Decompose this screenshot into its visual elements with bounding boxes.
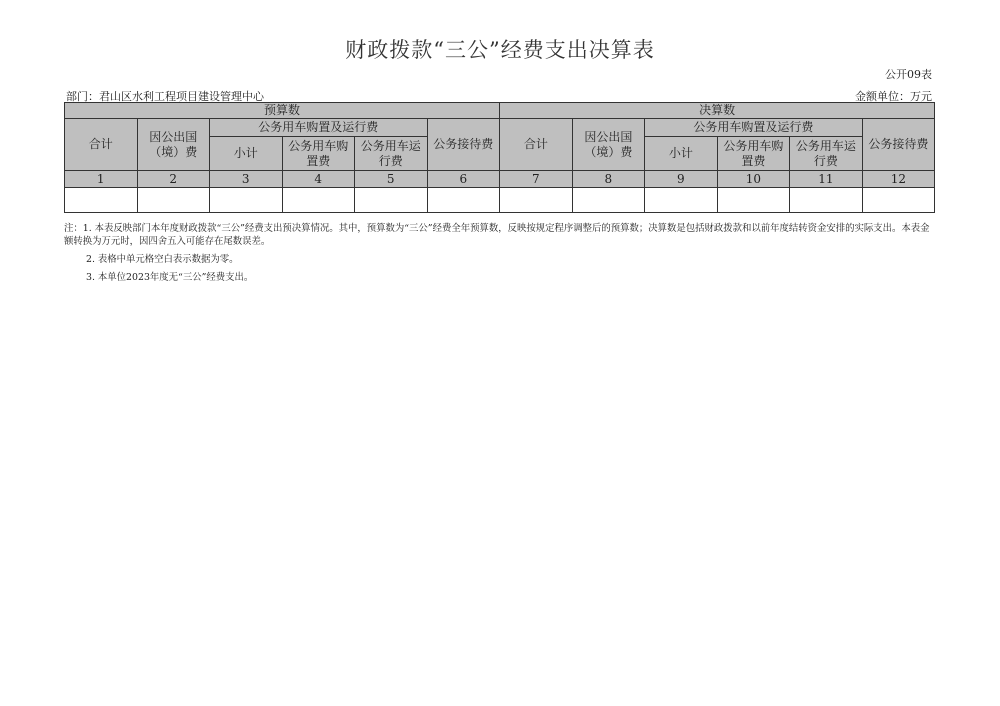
column-number: 8 xyxy=(572,171,645,188)
data-cell xyxy=(717,188,790,213)
final-total-header: 合计 xyxy=(500,119,573,171)
budget-abroad-header: 因公出国（境）费 xyxy=(137,119,210,171)
budget-total-header: 合计 xyxy=(65,119,138,171)
column-number: 4 xyxy=(282,171,355,188)
header-row-categories xyxy=(65,119,935,137)
data-cell xyxy=(210,188,283,213)
column-number: 7 xyxy=(500,171,573,188)
data-cell xyxy=(790,188,863,213)
data-cell xyxy=(645,188,718,213)
final-group-header: 决算数 xyxy=(500,103,935,119)
data-cell xyxy=(500,188,573,213)
final-purchase-header: 公务用车购置费 xyxy=(717,137,790,171)
final-subtotal-header: 小计 xyxy=(645,137,718,171)
column-number: 3 xyxy=(210,171,283,188)
final-reception-header: 公务接待费 xyxy=(862,119,935,171)
data-cell xyxy=(862,188,935,213)
data-row xyxy=(65,188,935,213)
budget-operation-header: 公务用车运行费 xyxy=(355,137,428,171)
data-cell xyxy=(572,188,645,213)
column-number-row xyxy=(65,171,935,188)
form-number: 公开09表 xyxy=(885,68,932,81)
final-vehicle-group-header: 公务用车购置及运行费 xyxy=(645,119,863,137)
budget-group-header: 预算数 xyxy=(65,103,500,119)
note-2: 2. 表格中单元格空白表示数据为零。 xyxy=(86,254,239,265)
page-title: 财政拨款“三公”经费支出决算表 xyxy=(345,38,655,62)
column-number: 6 xyxy=(427,171,500,188)
note-3: 3. 本单位2023年度无“三公”经费支出。 xyxy=(86,272,254,283)
note-1: 注：1. 本表反映部门本年度财政拨款“三公”经费支出预决算情况。其中，预算数为“三公”经费全年预算数，反映按规定程序调整后的预算数；决算数是包括财政拨款和以前年度结转资金安排的实际支出。本表金额转换为万元时，因四舍五入可能存在尾数误差。 xyxy=(64,223,930,247)
column-number: 2 xyxy=(137,171,210,188)
budget-subtotal-header: 小计 xyxy=(210,137,283,171)
column-number: 11 xyxy=(790,171,863,188)
data-cell xyxy=(427,188,500,213)
final-abroad-header: 因公出国（境）费 xyxy=(572,119,645,171)
amount-unit-label: 金额单位：万元 xyxy=(855,90,932,103)
column-number: 5 xyxy=(355,171,428,188)
header-row-groups xyxy=(65,103,935,119)
budget-reception-header: 公务接待费 xyxy=(427,119,500,171)
notes-section xyxy=(64,222,936,284)
data-cell xyxy=(137,188,210,213)
data-cell xyxy=(355,188,428,213)
three-public-expenses-table xyxy=(64,102,935,213)
department-label: 部门：君山区水利工程项目建设管理中心 xyxy=(66,90,264,103)
data-cell xyxy=(282,188,355,213)
column-number: 12 xyxy=(862,171,935,188)
column-number: 10 xyxy=(717,171,790,188)
budget-purchase-header: 公务用车购置费 xyxy=(282,137,355,171)
budget-vehicle-group-header: 公务用车购置及运行费 xyxy=(210,119,428,137)
column-number: 9 xyxy=(645,171,718,188)
column-number: 1 xyxy=(65,171,138,188)
final-operation-header: 公务用车运行费 xyxy=(790,137,863,171)
data-cell xyxy=(65,188,138,213)
